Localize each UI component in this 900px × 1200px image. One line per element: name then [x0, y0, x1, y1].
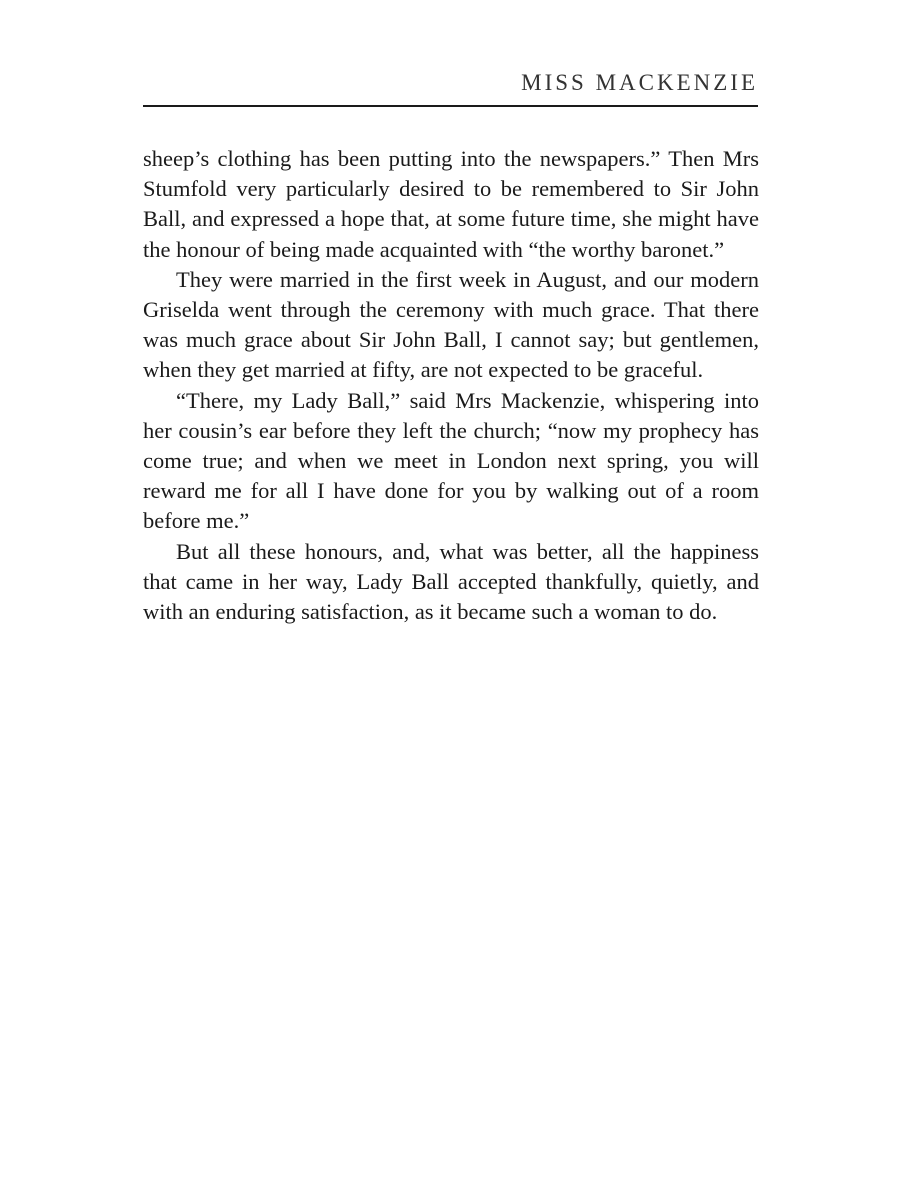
paragraph: But all these honours, and, what was better, all the happiness that came in her way, Lady Ball accepted thankfully, quietly, and with an enduring satisfaction, as it became such a woman to do. [143, 538, 759, 625]
paragraph: They were married in the first week in August, and our modern Griselda went through the ceremony with much grace. That there was much grace about Sir John Ball, I cannot say; but gentlemen, when they get married at fifty, are not expected to be graceful. [143, 266, 759, 383]
body-text [143, 144, 759, 627]
paragraph-continued: sheep’s clothing has been putting into the newspapers.” Then Mrs Stumfold very particularly desired to be remembered to Sir John Ball, and expressed a hope that, at some future time, she might have the honour of being made acquainted with “the worthy baronet.” [143, 146, 759, 262]
running-head-title: MISS MACKENZIE [521, 70, 758, 95]
header-rule [143, 105, 758, 107]
paragraph: “There, my Lady Ball,” said Mrs Mackenzie, whispering into her cousin’s ear before they left the church; “now my prophecy has come true; and when we meet in London next spring, you will reward me for all I have done for you by walking out of a room before me.” [143, 387, 759, 534]
